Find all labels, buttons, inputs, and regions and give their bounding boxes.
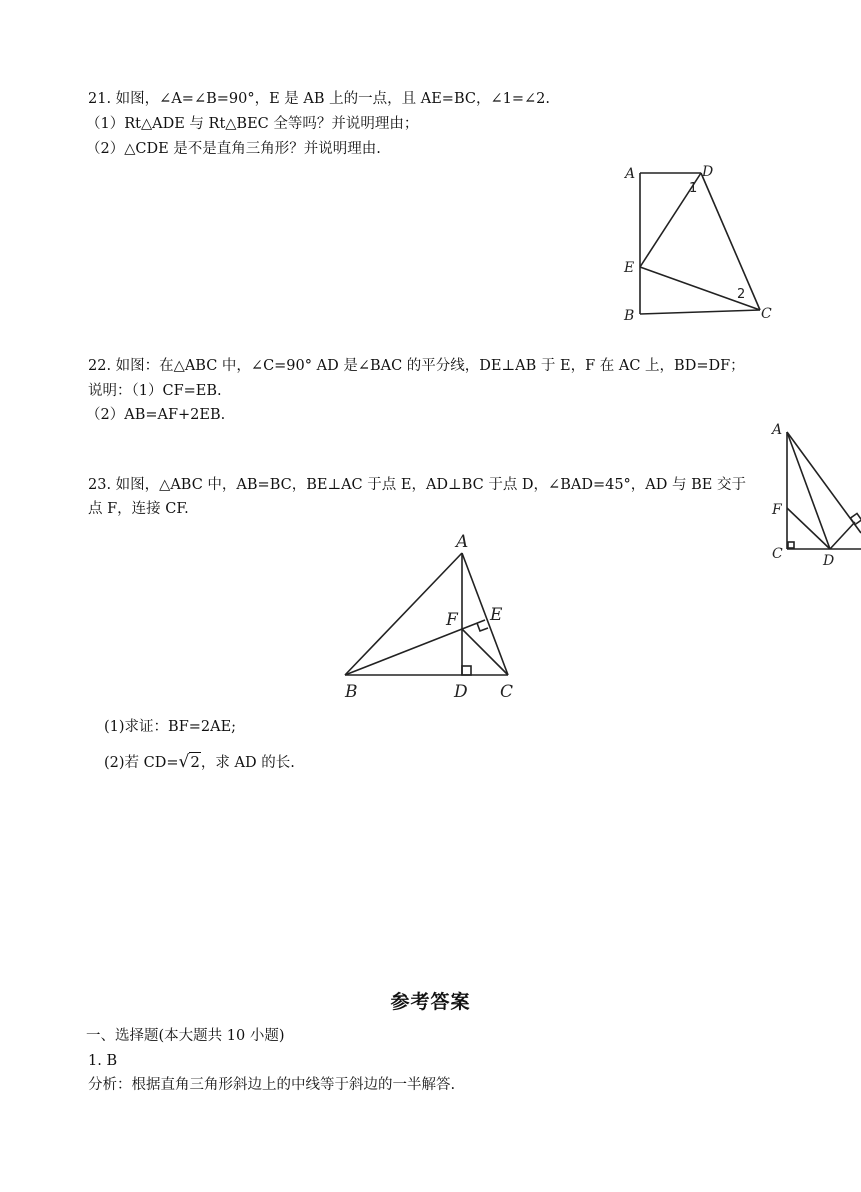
q22-part1: 说明：（1）CF=EB.	[88, 383, 222, 399]
answers-analysis1: 分析：根据直角三角形斜边上的中线等于斜边的一半解答.	[88, 1077, 456, 1093]
q23-stem-line1: 23. 如图，△ABC 中，AB=BC，BE⊥AC 于点 E，AD⊥BC 于点 D，∠BAD=45°，AD 与 BE 交于	[88, 477, 746, 493]
label-B: B	[345, 682, 358, 702]
label-B: B	[624, 308, 635, 324]
segment-FC	[462, 629, 508, 675]
label-D: D	[702, 164, 714, 180]
q21-stem: 21. 如图，∠A=∠B=90°，E 是 AB 上的一点，且 AE=BC，∠1=∠2.	[88, 91, 550, 107]
q23-part1: (1)求证：BF=2AE;	[104, 719, 237, 735]
label-A: A	[456, 532, 469, 552]
answers-heading: 参考答案	[390, 991, 471, 1013]
sqrt-symbol: √	[178, 752, 190, 772]
label-C: C	[500, 682, 514, 702]
label-C: C	[761, 306, 772, 322]
q23-part2-suffix: ，求 AD 的长.	[200, 755, 295, 771]
answers-item1: 1. B	[88, 1053, 118, 1069]
q22-figure	[766, 418, 861, 570]
q23-part2-prefix: (2)若 CD=	[104, 755, 179, 771]
label-E: E	[624, 260, 635, 276]
segment-BC	[640, 310, 760, 314]
label-A: A	[625, 166, 636, 182]
right-angle-D	[462, 666, 471, 675]
label-F: F	[772, 502, 782, 518]
right-angle-E	[477, 623, 488, 631]
label-D: D	[454, 682, 468, 702]
label-angle-1: 1	[689, 181, 698, 196]
label-E: E	[490, 605, 503, 625]
segment-AD	[787, 432, 830, 549]
answers-section1: 一、选择题(本大题共 10 小题)	[86, 1028, 285, 1044]
q23-part2	[104, 752, 295, 773]
right-angle-C	[788, 542, 794, 548]
segment-AB	[345, 553, 462, 675]
q21-part1: （1）Rt△ADE 与 Rt△BEC 全等吗？并说明理由；	[86, 116, 419, 132]
label-A: A	[772, 422, 783, 438]
sqrt-expression	[179, 752, 201, 773]
q21-figure	[620, 160, 780, 330]
q23-stem-line2: 点 F，连接 CF.	[88, 501, 189, 517]
q23-figure	[335, 528, 535, 703]
segment-DE	[830, 522, 855, 549]
sqrt-radicand: 2	[190, 753, 200, 771]
label-angle-2: 2	[737, 287, 746, 302]
label-F: F	[446, 610, 458, 630]
label-D: D	[823, 553, 835, 569]
q21-part2: （2）△CDE 是不是直角三角形？并说明理由.	[86, 141, 381, 157]
q22-stem: 22. 如图：在△ABC 中，∠C=90° AD 是∠BAC 的平分线，DE⊥AB 于 E，F 在 AC 上，BD=DF；	[88, 358, 745, 374]
segment-DC	[701, 173, 760, 310]
right-angle-E	[850, 513, 861, 524]
label-C: C	[772, 546, 783, 562]
q22-part2: （2）AB=AF+2EB.	[86, 407, 226, 423]
